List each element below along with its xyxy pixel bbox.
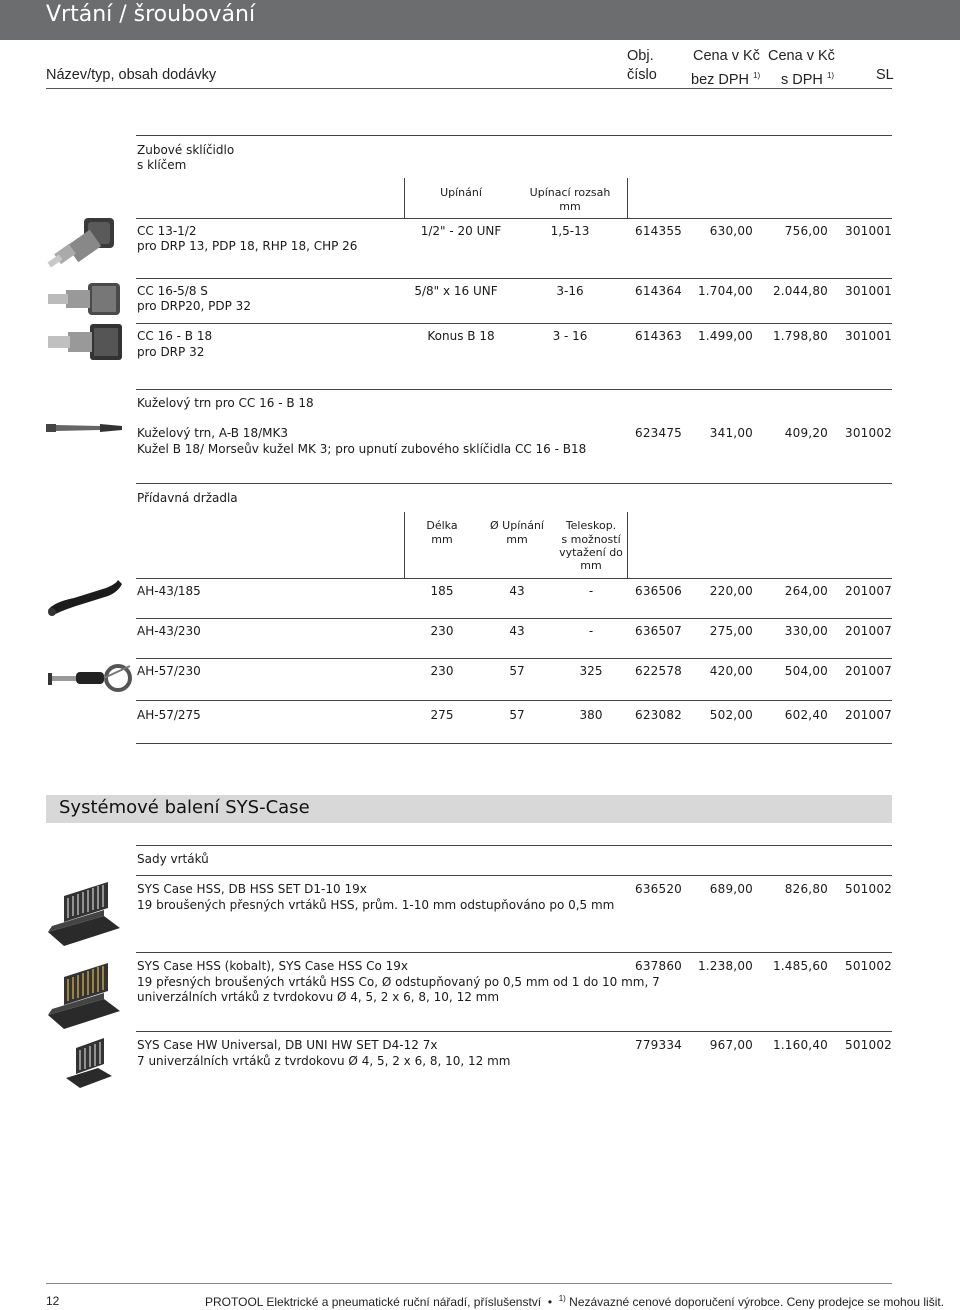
section-divider [136, 389, 892, 390]
chuck-rozsah: 3 - 16 [552, 329, 588, 343]
price-net: 967,00 [709, 1038, 753, 1052]
handle-tele: - [588, 584, 594, 598]
handle-delka: 185 [430, 584, 454, 598]
sl-code: 501002 [844, 959, 892, 973]
sl-code: 301001 [844, 224, 892, 238]
row-divider [136, 700, 892, 701]
order-number: 636506 [635, 584, 683, 598]
price-gross: 330,00 [784, 624, 828, 638]
section-divider [136, 483, 892, 484]
handle-delka: 230 [430, 624, 454, 638]
price-net: 420,00 [709, 664, 753, 678]
sl-code: 301002 [844, 426, 892, 440]
price-gross: 602,40 [784, 708, 828, 722]
handles-title: Přídavná držadla [137, 491, 238, 505]
row-divider [136, 743, 892, 744]
row-divider [136, 323, 892, 324]
product-sub: Kužel B 18/ Morseův kužel MK 3; pro upnutí zubového sklíčidla CC 16 - B18 [137, 442, 587, 456]
drill-chuck-image [44, 322, 124, 364]
handles-col-tele-4: mm [580, 559, 602, 572]
footer-sup: 1) [558, 1294, 566, 1303]
handles-col-delka-2: mm [431, 533, 453, 546]
product-name: AH-43/230 [137, 624, 201, 638]
order-number: 779334 [635, 1038, 683, 1052]
chuck-upinani: 5/8" x 16 UNF [414, 284, 498, 298]
order-number: 622578 [635, 664, 683, 678]
order-number: 636520 [635, 882, 683, 896]
product-name: SYS Case HSS, DB HSS SET D1-10 19x [137, 882, 367, 896]
handles-col-tele-1: Teleskop. [565, 519, 617, 532]
footer-note: Nezávazné cenové doporučení výrobce. Ceny prodejce se mohou lišit. [569, 1295, 945, 1309]
drill-chuck-image [44, 280, 124, 320]
header-price2-1: Cena v Kč [768, 48, 835, 64]
handle-tele: 380 [579, 708, 603, 722]
telescopic-handle-image [46, 660, 136, 694]
row-divider [136, 578, 892, 579]
bullet-icon: • [544, 1295, 556, 1309]
header-sl: SL [876, 67, 894, 83]
side-handle-image [44, 572, 124, 618]
row-divider [136, 875, 892, 876]
handle-upinani: 43 [509, 624, 525, 638]
product-name: SYS Case HW Universal, DB UNI HW SET D4-12 7x [137, 1038, 438, 1052]
header-price1-2-text: bez DPH [691, 71, 750, 88]
price-net: 502,00 [709, 708, 753, 722]
product-name: AH-57/275 [137, 708, 201, 722]
order-number: 636507 [635, 624, 683, 638]
drill-set-case-image [44, 955, 124, 1031]
product-sub: pro DRP 13, PDP 18, RHP 18, CHP 26 [137, 239, 358, 253]
product-name: AH-57/230 [137, 664, 201, 678]
page-header-bar [0, 0, 960, 40]
handle-upinani: 57 [509, 664, 525, 678]
footer-company: PROTOOL Elektrické a pneumatické ruční nářadí, příslušenství [205, 1295, 542, 1309]
row-divider [136, 278, 892, 279]
section-divider [136, 135, 892, 136]
price-gross: 2.044,80 [772, 284, 828, 298]
page-number: 12 [46, 1294, 60, 1308]
product-name: Kuželový trn, A-B 18/MK3 [137, 426, 288, 440]
price-gross: 409,20 [784, 426, 828, 440]
handles-col-delka-1: Délka [426, 519, 458, 532]
product-name: CC 13-1/2 [137, 224, 197, 238]
handle-delka: 275 [430, 708, 454, 722]
header-price2-2 [781, 66, 834, 90]
chuck-col-rozsah-2: mm [559, 200, 581, 213]
drill-chuck-image [44, 214, 122, 276]
arbor-title: Kuželový trn pro CC 16 - B 18 [137, 396, 314, 410]
product-name: CC 16-5/8 S [137, 284, 208, 298]
price-net: 341,00 [709, 426, 753, 440]
chuck-title-1: Zubové sklíčidlo [137, 143, 235, 157]
row-divider [136, 1031, 892, 1032]
sl-code: 301001 [844, 284, 892, 298]
footer-text [205, 1294, 945, 1309]
header-obj-2: číslo [627, 67, 657, 83]
price-net: 1.704,00 [697, 284, 753, 298]
product-sub: pro DRP 32 [137, 345, 205, 359]
handle-upinani: 57 [509, 708, 525, 722]
product-desc: univerzálních vrtáků z tvrdokovu Ø 4, 5, 2 x 6, 8, 10, 12 mm [137, 990, 500, 1004]
header-price1-2 [691, 66, 760, 90]
sl-code: 201007 [844, 708, 892, 722]
price-gross: 756,00 [784, 224, 828, 238]
chuck-col-rozsah-1: Upínací rozsah [529, 186, 611, 199]
price-gross: 264,00 [784, 584, 828, 598]
price-net: 630,00 [709, 224, 753, 238]
chuck-upinani: 1/2" - 20 UNF [420, 224, 502, 238]
row-divider [136, 658, 892, 659]
price-gross: 1.160,40 [772, 1038, 828, 1052]
order-number: 614355 [635, 224, 683, 238]
chuck-title-2: s klíčem [137, 158, 187, 172]
page-title: Vrtání / šroubování [46, 2, 256, 27]
sl-code: 201007 [844, 584, 892, 598]
sl-code: 201007 [844, 624, 892, 638]
order-number: 623475 [635, 426, 683, 440]
row-divider [136, 618, 892, 619]
order-number: 637860 [635, 959, 683, 973]
price-gross: 1.485,60 [772, 959, 828, 973]
header-sup-1: 1) [753, 71, 761, 80]
row-divider [136, 218, 892, 219]
sl-code: 301001 [844, 329, 892, 343]
price-gross: 826,80 [784, 882, 828, 896]
sl-code: 201007 [844, 664, 892, 678]
header-sup-2: 1) [826, 71, 835, 80]
handles-col-tele-2: s možností [561, 533, 621, 546]
price-gross: 504,00 [784, 664, 828, 678]
section-divider [136, 845, 892, 846]
price-net: 1.499,00 [697, 329, 753, 343]
price-net: 689,00 [709, 882, 753, 896]
sys-banner [46, 795, 892, 823]
handles-col-upinani-2: mm [506, 533, 528, 546]
header-divider [46, 88, 892, 89]
drill-set-case-image [62, 1034, 116, 1090]
price-gross: 1.798,80 [772, 329, 828, 343]
handle-upinani: 43 [509, 584, 525, 598]
chuck-col-upinani: Upínání [440, 186, 482, 199]
price-net: 1.238,00 [697, 959, 753, 973]
sl-code: 501002 [844, 1038, 892, 1052]
chuck-upinani: Konus B 18 [427, 329, 495, 343]
order-number: 614364 [635, 284, 683, 298]
sl-code: 501002 [844, 882, 892, 896]
price-net: 275,00 [709, 624, 753, 638]
header-price2-2-text: s DPH [781, 71, 823, 88]
product-name: SYS Case HSS (kobalt), SYS Case HSS Co 19x [137, 959, 409, 973]
chuck-rozsah: 3-16 [556, 284, 584, 298]
taper-arbor-image [44, 418, 124, 438]
product-name: AH-43/185 [137, 584, 201, 598]
order-number: 623082 [635, 708, 683, 722]
column-divider [404, 512, 405, 578]
handle-tele: - [588, 624, 594, 638]
product-name: CC 16 - B 18 [137, 329, 213, 343]
header-name-col: Název/typ, obsah dodávky [46, 67, 217, 83]
handles-col-tele-3: vytažení do [559, 546, 623, 559]
product-desc: 7 univerzálních vrtáků z tvrdokovu Ø 4, 5, 2 x 6, 8, 10, 12 mm [137, 1054, 511, 1068]
sys-title: Sady vrtáků [137, 852, 209, 866]
handle-delka: 230 [430, 664, 454, 678]
product-desc: 19 broušených přesných vrtáků HSS, prům. 1-10 mm odstupňováno po 0,5 mm [137, 898, 615, 912]
header-obj-1: Obj. [627, 48, 654, 64]
handles-col-upinani-1: Ø Upínání [490, 519, 544, 532]
order-number: 614363 [635, 329, 683, 343]
handle-tele: 325 [579, 664, 603, 678]
row-divider [136, 952, 892, 953]
header-price1-1: Cena v Kč [693, 48, 760, 64]
sys-banner-title: Systémové balení SYS-Case [59, 797, 310, 818]
column-divider [627, 512, 628, 578]
footer-divider [46, 1283, 892, 1284]
price-net: 220,00 [709, 584, 753, 598]
product-sub: pro DRP20, PDP 32 [137, 299, 251, 313]
product-desc: 19 přesných broušených vrtáků HSS Co, Ø odstupňovaný po 0,5 mm od 1 do 10 mm, 7 [137, 975, 660, 989]
drill-set-case-image [44, 876, 124, 948]
chuck-rozsah: 1,5-13 [550, 224, 590, 238]
